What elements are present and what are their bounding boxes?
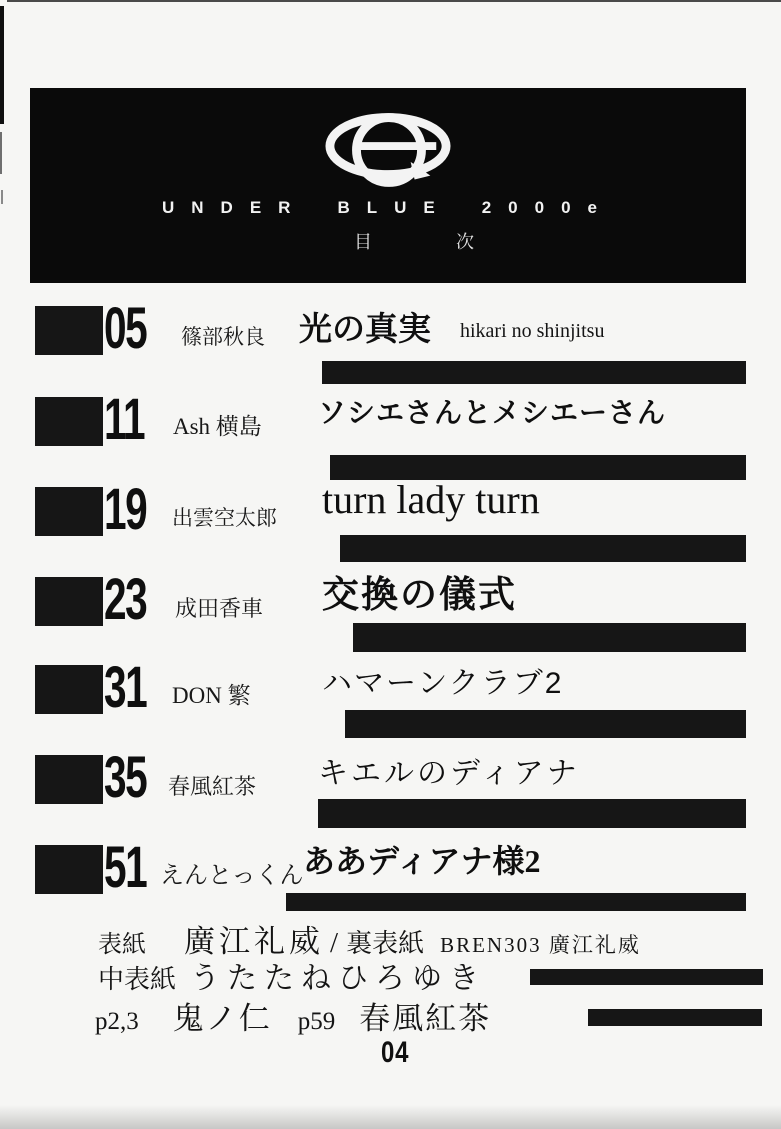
entry-author: 成田香車 xyxy=(175,596,264,621)
entry-title: ソシエさんとメシエーさん xyxy=(318,397,667,428)
entry-author: 出雲空太郎 xyxy=(172,506,277,530)
scan-edge-left xyxy=(0,6,4,124)
toc-char: 目 xyxy=(354,232,372,252)
credit-label-inner-cover: 中表紙 xyxy=(98,965,177,994)
entry-page-number: 05 xyxy=(104,296,147,361)
entry-underline-bar xyxy=(322,361,746,384)
entry-marker-square xyxy=(35,665,103,714)
scan-edge-left xyxy=(0,132,2,174)
entry-title: turn lady turn xyxy=(322,477,540,522)
credits-underline-bar xyxy=(588,1009,762,1026)
credit-name-inner-cover-artist: うたたねひろゆき xyxy=(190,962,487,995)
credit-name-cover-artist: 廣江礼威 xyxy=(184,924,324,959)
entry-marker-square xyxy=(35,487,103,536)
page-number: 04 xyxy=(381,1036,410,1069)
entry-marker-square xyxy=(35,397,103,446)
scan-edge-top xyxy=(7,0,781,2)
credits-underline-bar xyxy=(530,969,763,985)
entry-title: ハマーンクラブ2 xyxy=(322,667,564,700)
entry-title: 交換の儀式 xyxy=(322,575,517,616)
entry-marker-square xyxy=(35,306,103,355)
credit-separator: / xyxy=(330,927,339,959)
entry-underline-bar xyxy=(318,799,746,828)
credit-name-p59-artist: 春風紅茶 xyxy=(359,1001,492,1036)
banner-title xyxy=(30,198,746,218)
credit-page-ref: p2,3 xyxy=(95,1008,139,1035)
scan-edge-bottom xyxy=(0,1105,781,1129)
entry-underline-bar xyxy=(286,893,746,911)
credit-label-back-cover: 裏表紙 xyxy=(346,929,425,958)
entry-author: えんとっくん xyxy=(160,862,304,889)
credit-label-cover: 表紙 xyxy=(98,932,146,958)
credit-name-back-cover-artist: BREN303 廣江礼威 xyxy=(440,933,641,957)
entry-title-romaji: hikari no shinjitsu xyxy=(460,320,605,342)
entry-page-number: 11 xyxy=(104,387,145,452)
entry-author: DON 繁 xyxy=(172,683,251,708)
entry-marker-square xyxy=(35,845,103,894)
entry-page-number: 31 xyxy=(104,655,147,720)
scan-edge-left xyxy=(1,190,3,204)
entry-author: Ash 横島 xyxy=(173,414,262,439)
entry-marker-square xyxy=(35,577,103,626)
entry-marker-square xyxy=(35,755,103,804)
entry-title: ああディアナ様2 xyxy=(303,843,541,879)
credits-line-pages xyxy=(95,993,491,1038)
under-blue-logo xyxy=(324,102,452,198)
banner-title-word: UNDER xyxy=(161,198,308,217)
entry-underline-bar xyxy=(340,535,746,562)
entry-underline-bar xyxy=(353,623,746,652)
toc-char: 次 xyxy=(456,232,474,252)
credit-page-ref: p59 xyxy=(297,1008,336,1035)
toc-label xyxy=(56,228,772,254)
entry-page-number: 23 xyxy=(104,567,147,632)
banner-title-word: BLUE xyxy=(337,198,452,217)
banner xyxy=(30,88,746,283)
entry-page-number: 35 xyxy=(104,745,147,810)
entry-title: キエルのディアナ xyxy=(318,757,580,790)
entry-author: 春風紅茶 xyxy=(168,774,257,799)
entry-underline-bar xyxy=(345,710,746,738)
credit-name-p23-artist: 鬼ノ仁 xyxy=(172,1001,272,1036)
entry-page-number: 19 xyxy=(104,477,147,542)
credits-line-inner-cover xyxy=(98,953,486,997)
entry-title: 光の真実 xyxy=(299,312,431,348)
entry-page-number: 51 xyxy=(104,835,147,900)
entry-author: 篠部秋良 xyxy=(181,325,265,349)
banner-title-word: 2000e xyxy=(481,198,614,217)
